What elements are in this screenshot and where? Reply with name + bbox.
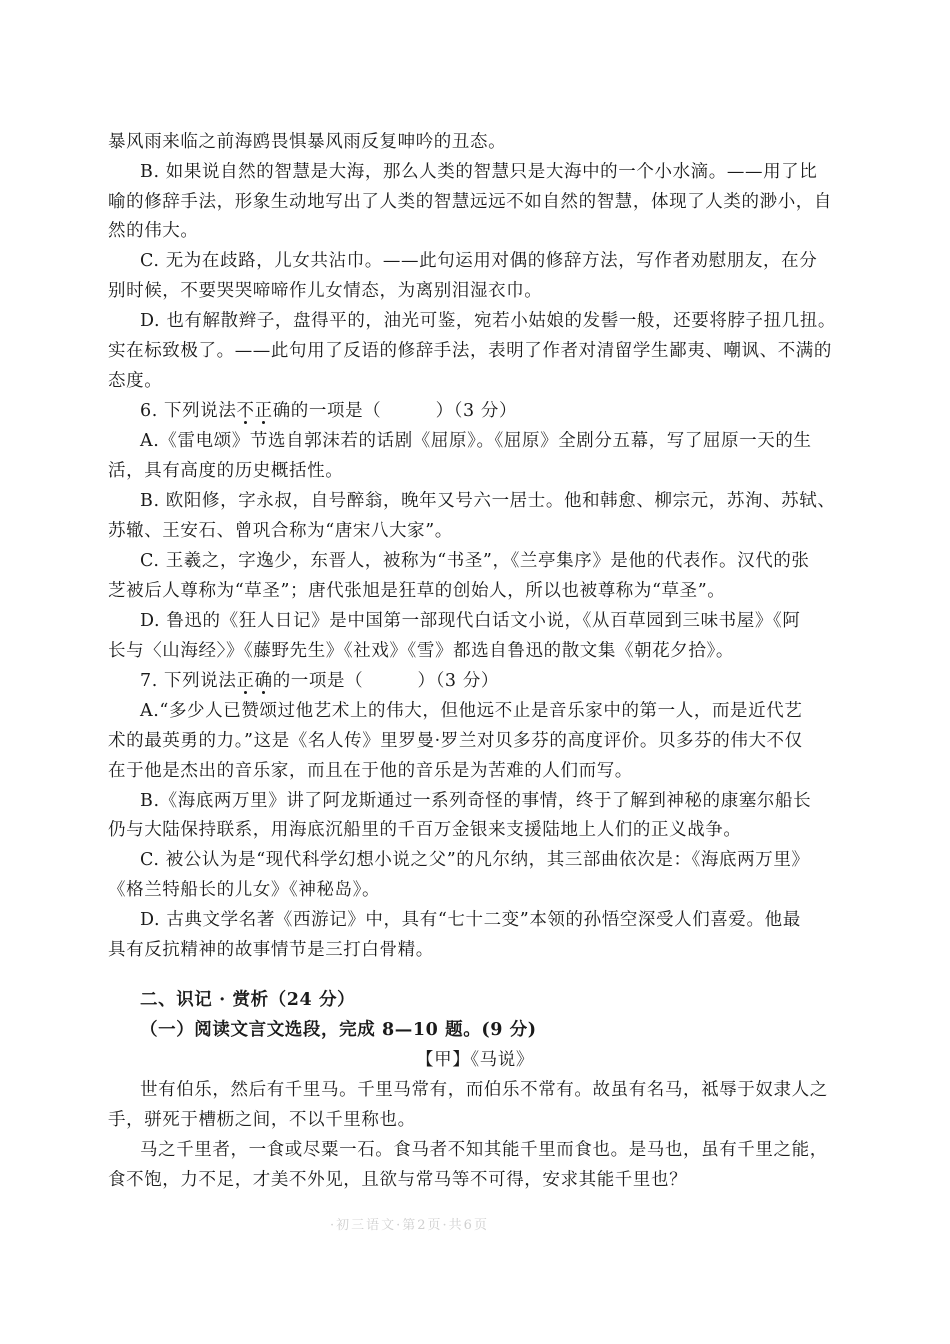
q7-emphasis-2: 确 (254, 671, 273, 691)
text-line: 态度。 (108, 371, 163, 391)
section-heading: 二、识记 · 赏析（24 分） (140, 990, 356, 1010)
q6-emphasis-2: 正 (254, 401, 273, 421)
passage-line: 食不饱，力不足，才美不外见，且欲与常马等不可得，安求其能千里也？ (108, 1170, 688, 1190)
text-line: 在于他是杰出的音乐家，而且在于他的音乐是为苦难的人们而写。 (108, 761, 633, 781)
passage-line: 手，骈死于槽枥之间，不以千里称也。 (108, 1110, 416, 1130)
option-b-q6: B. 欧阳修，字永叔，自号醉翁，晚年又号六一居士。他和韩愈、柳宗元，苏洵、苏轼、 (140, 491, 836, 511)
passage-line: 世有伯乐，然后有千里马。千里马常有，而伯乐不常有。故虽有名马，祗辱于奴隶人之 (140, 1080, 828, 1100)
text-line: 苏辙、王安石、曾巩合称为“唐宋八大家”。 (108, 521, 453, 541)
option-a-q7: A.“多少人已赞颂过他艺术上的伟大，但他远不止是音乐家中的第一人，而是近代艺 (140, 701, 803, 721)
option-c-q5: C. 无为在歧路，儿女共沾巾。——此句运用对偶的修辞方法，写作者劝慰朋友，在分 (140, 251, 818, 271)
question-6 (140, 396, 517, 426)
text-line: 术的最英勇的力。”这是《名人传》里罗曼·罗兰对贝多芬的高度评价。贝多芬的伟大不仅 (108, 731, 803, 751)
option-d-q5: D. 也有解散辫子，盘得平的，油光可鉴，宛若小姑娘的发髻一般，还要将脖子扭几扭。 (140, 311, 837, 331)
text-line: 长与〈山海经〉》《藤野先生》《社戏》《雪》都选自鲁迅的散文集《朝花夕拾》。 (108, 641, 734, 661)
question-7 (140, 666, 499, 696)
text-line: 然的伟大。 (108, 221, 199, 241)
q7-post: 的一项是（ ）（3 分） (272, 671, 500, 691)
text-line: 活，具有高度的历史概括性。 (108, 461, 344, 481)
text-line: 别时候，不要哭哭啼啼作儿女情态，为离别泪湿衣巾。 (108, 281, 543, 301)
subsection-heading: （一）阅读文言文选段，完成 8—10 题。(9 分) (140, 1020, 537, 1040)
option-c-q6: C. 王羲之，字逸少，东晋人，被称为“书圣”，《兰亭集序》是他的代表作。汉代的张 (140, 551, 810, 571)
q7-emphasis-1: 正 (236, 671, 255, 691)
text-line: 仍与大陆保持联系，用海底沉船里的千百万金银来支援陆地上人们的正义战争。 (108, 820, 742, 840)
text-line: 具有反抗精神的故事情节是三打白骨精。 (108, 940, 434, 960)
option-a-q6: A.《雷电颂》节选自郭沫若的话剧《屈原》。《屈原》全剧分五幕，写了屈原一天的生 (140, 431, 812, 451)
passage-line: 马之千里者，一食或尽粟一石。食马者不知其能千里而食也。是马也，虽有千里之能， (140, 1140, 828, 1160)
page-footer: ·初三语文·第2页·共6页 (330, 1218, 489, 1233)
q6-emphasis-1: 不 (236, 401, 255, 421)
q7-pre: 7. 下列说法 (140, 671, 237, 691)
text-line: 实在标致极了。——此句用了反语的修辞手法，表明了作者对清留学生鄙夷、嘲讽、不满的 (108, 341, 832, 361)
q6-pre: 6. 下列说法 (140, 401, 237, 421)
option-d-q7: D. 古典文学名著《西游记》中，具有“七十二变”本领的孙悟空深受人们喜爱。他最 (140, 910, 801, 930)
passage-title: 【甲】《马说》 (416, 1050, 534, 1070)
option-c-q7: C. 被公认为是“现代科学幻想小说之父”的凡尔纳，其三部曲依次是：《海底两万里》 (140, 850, 810, 870)
text-line: 芝被后人尊称为“草圣”；唐代张旭是狂草的创始人，所以也被尊称为“草圣”。 (108, 581, 726, 601)
text-line: 喻的修辞手法，形象生动地写出了人类的智慧远远不如自然的智慧，体现了人类的渺小，自 (108, 192, 832, 212)
q6-post: 确的一项是（ ）（3 分） (272, 401, 518, 421)
text-line: 《格兰特船长的儿女》《神秘岛》。 (108, 880, 381, 900)
option-d-q6: D. 鲁迅的《狂人日记》是中国第一部现代白话文小说，《从百草园到三味书屋》《阿 (140, 611, 801, 631)
text-line: 暴风雨来临之前海鸥畏惧暴风雨反复呻吟的丑态。 (108, 132, 507, 152)
option-b-q7: B.《海底两万里》讲了阿龙斯通过一系列奇怪的事情，终于了解到神秘的康塞尔船长 (140, 791, 812, 811)
option-b-q5: B. 如果说自然的智慧是大海，那么人类的智慧只是大海中的一个小水滴。——用了比 (140, 162, 818, 182)
